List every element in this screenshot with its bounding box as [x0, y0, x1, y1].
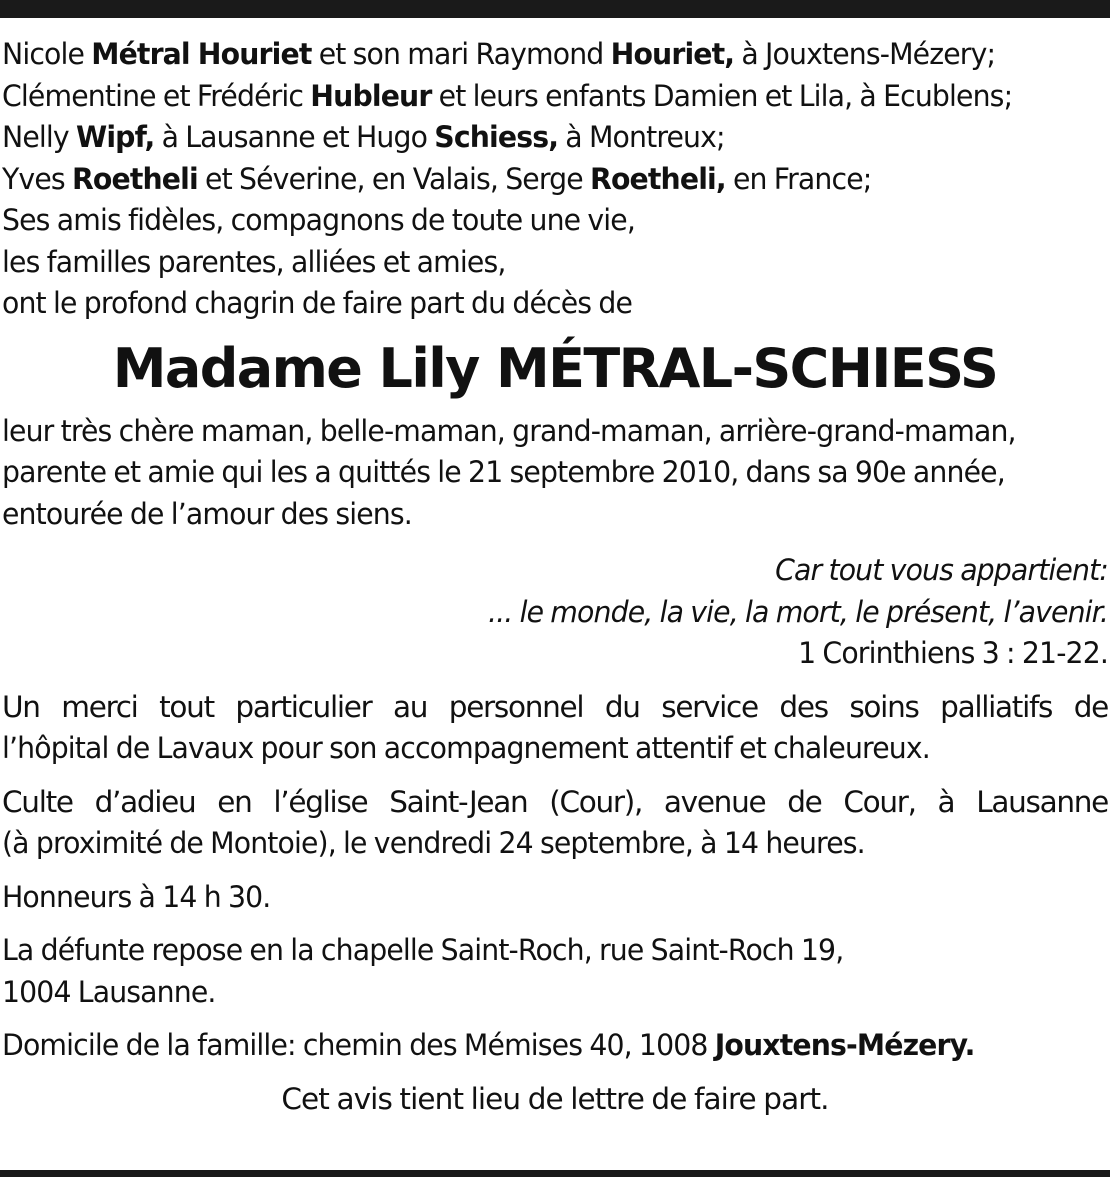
families-line: les familles parentes, alliées et amies,: [2, 244, 506, 279]
honours-line: Honneurs à 14 h 30.: [2, 879, 271, 914]
bible-verse: [2, 550, 1108, 675]
thanks-line-1: Un merci tout particulier au personnel du service des soins palliatifs de: [2, 689, 1108, 724]
thanks-line-2: l’hôpital de Lavaux pour son accompagnement attentif et chaleureux.: [2, 731, 930, 765]
verse-line-1: Car tout vous appartient:: [775, 553, 1108, 587]
verse-line-2: ... le monde, la vie, la mort, le présent, l’avenir.: [487, 594, 1108, 629]
thanks-paragraph: [2, 687, 1108, 770]
family-line-3: Nelly Wipf, à Lausanne et Hugo Schiess, à Montreux;: [2, 120, 725, 154]
description-line-2: parente et amie qui les a quittés le 21 septembre 2010, dans sa 90e année,: [2, 455, 1005, 489]
service-line-1: Culte d’adieu en l’église Saint-Jean (Cour), avenue de Cour, à Lausanne: [2, 784, 1108, 819]
top-rule: [0, 0, 1110, 18]
rest-line-2: 1004 Lausanne.: [2, 974, 216, 1009]
friends-line: Ses amis fidèles, compagnons de toute une vie,: [2, 203, 636, 237]
closing-paragraph: [2, 1079, 1108, 1121]
rest-line-1: La défunte repose en la chapelle Saint-Roch, rue Saint-Roch 19,: [2, 933, 844, 967]
family-line-4: Yves Roetheli et Séverine, en Valais, Serge Roetheli, en France;: [2, 161, 872, 196]
description-line-1: leur très chère maman, belle-maman, grand-maman, arrière-grand-maman,: [2, 413, 1016, 448]
bottom-rule: [0, 1170, 1110, 1177]
honours-paragraph: [2, 877, 1108, 919]
service-paragraph: [2, 782, 1108, 865]
rest-paragraph: [2, 930, 1108, 1013]
domicile-line: Domicile de la famille: chemin des Mémises 40, 1008 Jouxtens-Mézery.: [2, 1028, 975, 1062]
closing-line: Cet avis tient lieu de lettre de faire part.: [281, 1081, 829, 1116]
domicile-paragraph: [2, 1025, 1108, 1067]
verse-reference: 1 Corinthiens 3 : 21-22.: [798, 636, 1108, 670]
obituary-notice: [2, 34, 1108, 1120]
service-line-2: (à proximité de Montoie), le vendredi 24 septembre, à 14 heures.: [2, 826, 865, 860]
family-line-1: Nicole Métral Houriet et son mari Raymond Houriet, à Jouxtens-Mézery;: [2, 37, 996, 71]
announcement-line: ont le profond chagrin de faire part du décès de: [2, 286, 633, 320]
description-line-3: entourée de l’amour des siens.: [2, 496, 412, 531]
family-line-2: Clémentine et Frédéric Hubleur et leurs enfants Damien et Lila, à Ecublens;: [2, 78, 1013, 113]
deceased-name: Madame Lily MÉTRAL-SCHIESS: [112, 336, 998, 400]
